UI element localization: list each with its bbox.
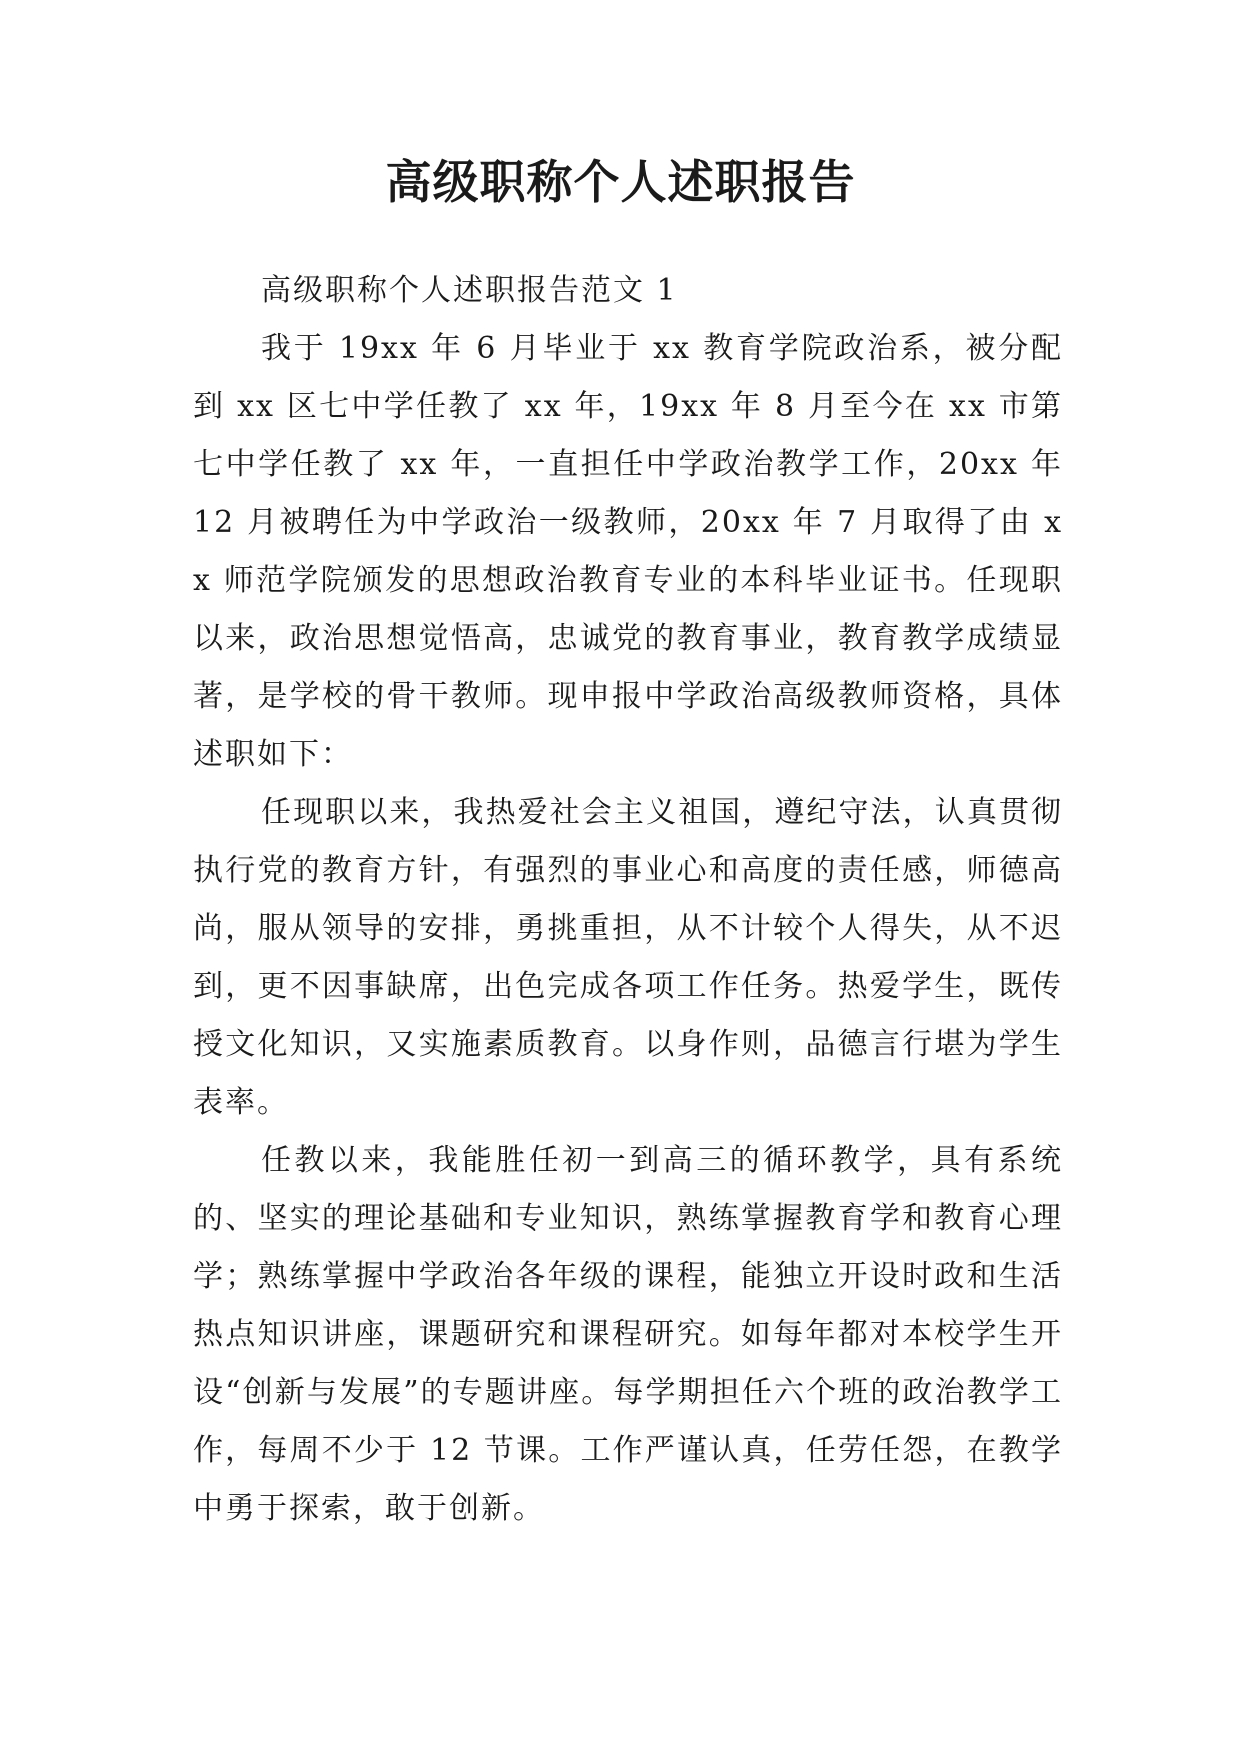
paragraph: 任现职以来，我热爱社会主义祖国，遵纪守法，认真贯彻执行党的教育方针，有强烈的事业心和高度的责任感，师德高尚，服从领导的安排，勇挑重担，从不计较个人得失，从不迟到，更不因事缺席，出色完成各项工作任务。热爱学生，既传授文化知识，又实施素质教育。以身作则，品德言行堪为学生表率。 (193, 795, 1063, 1120)
paragraph: 任教以来，我能胜任初一到高三的循环教学，具有系统的、坚实的理论基础和专业知识，熟练掌握教育学和教育心理学；熟练掌握中学政治各年级的课程，能独立开设时政和生活热点知识讲座，课题研究和课程研究。如每年都对本校学生开设“创新与发展”的专题讲座。每学期担任六个班的政治教学工作，每周不少于 12 节课。工作严谨认真，任劳任怨，在教学中勇于探索，敢于创新。 (193, 1143, 1063, 1526)
document-body (193, 262, 1063, 1538)
paragraph: 我于 19xx 年 6 月毕业于 xx 教育学院政治系，被分配到 xx 区七中学任教了 xx 年，19xx 年 8 月至今在 xx 市第七中学任教了 xx 年，一直担任中学政治教学工作，20xx 年 12 月被聘任为中学政治一级教师，20xx 年 7 月取得了由 xx 师范学院颁发的思想政治教育专业的本科毕业证书。任现职以来，政治思想觉悟高，忠诚党的教育事业，教育教学成绩显著，是学校的骨干教师。现申报中学政治高级教师资格，具体述职如下： (193, 331, 1063, 772)
document-title: 高级职称个人述职报告 (385, 155, 856, 209)
section-heading: 高级职称个人述职报告范文 1 (261, 273, 678, 308)
